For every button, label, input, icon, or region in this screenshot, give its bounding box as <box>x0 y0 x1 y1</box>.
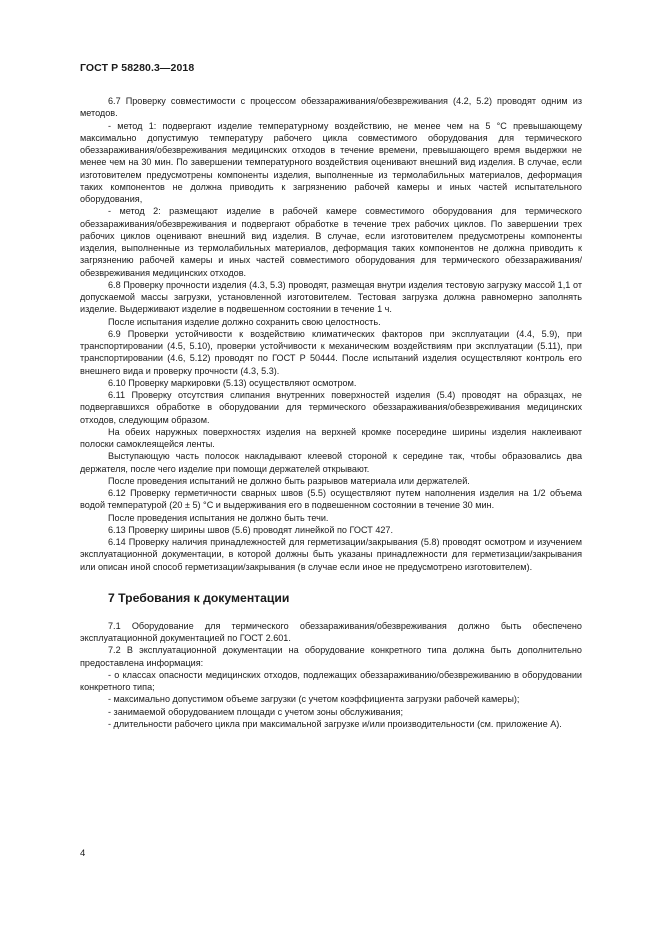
page-number: 4 <box>80 848 86 859</box>
list-item-hazard-classes: - о классах опасности медицинских отходов, подлежащих обеззараживанию/обезвреживанию в оборудовании конкретного типа; <box>80 669 582 692</box>
document-header: ГОСТ Р 58280.3—2018 <box>80 62 195 74</box>
list-item-floor-area: - занимаемой оборудованием площади с учетом зоны обслуживания; <box>108 706 404 717</box>
paragraph-6-14: 6.14 Проверку наличия принадлежностей для герметизации/закрывания (5.8) проводят осмотром и изучением эксплуатационной документации, в которой должны быть указаны принадлежности для герметизации/закрывания или описан иной способ герметизации/закрывания (в случае если иное не предусмотрено изготовителем). <box>80 537 582 572</box>
paragraph-6-9: 6.9 Проверки устойчивости к воздействию климатических факторов при эксплуатации (4.4, 5.9), при транспортировании (4.5, 5.10), проверки устойчивости к механическим воздействиям при эксплуатации (5.11), при транспортировании (4.6, 5.12) проводят по ГОСТ Р 50444. После испытаний изделия осуществляют контроль его внешнего вида и проверку прочности (4.3, 5.3). <box>80 328 582 376</box>
list-item-cycle-duration: - длительности рабочего цикла при максимальной загрузке и/или производительности (см. приложение А). <box>108 718 562 729</box>
paragraph-6-11: 6.11 Проверку отсутствия слипания внутренних поверхностей изделия (5.4) проводят на образцах, не подвергавшихся обработке в оборудовании для термического обеззараживания/обезвреживания медицинских отходов, следующим образом. <box>80 390 582 425</box>
paragraph-6-12-result: После проведения испытания не должно быть течи. <box>108 512 329 523</box>
paragraph-7-1: 7.1 Оборудование для термического обеззараживания/обезвреживания должно быть обеспечено эксплуатационной документацией по ГОСТ 2.601. <box>80 620 582 643</box>
paragraph-6-7: 6.7 Проверку совместимости с процессом обеззараживания/обезвреживания (4.2, 5.2) проводят одним из методов. <box>80 96 582 119</box>
paragraph-method-2: - метод 2: размещают изделие в рабочей камере совместимого оборудования для термического обеззараживания/обезвреживания и подвергают обработке в течение трех рабочих циклов. По завершении трех рабочих циклов оценивают внешний вид изделия. В случае, если изготовителем предусмотрены компоненты изделия, выполненные из термолабильных материалов, деформация таких компонентов не должна приводить к загрязнению рабочей камеры и иных частей совместимого оборудования для термического обеззараживания/обезвреживания медицинских отходов. <box>80 206 582 278</box>
paragraph-6-13: 6.13 Проверку ширины швов (5.6) проводят линейкой по ГОСТ 427. <box>108 524 394 535</box>
paragraph-6-10: 6.10 Проверку маркировки (5.13) осуществляют осмотром. <box>108 377 357 388</box>
paragraph-7-2: 7.2 В эксплуатационной документации на оборудование конкретного типа должна быть дополнительно предоставлена информация: <box>80 645 582 668</box>
list-item-max-load: - максимально допустимом объеме загрузки (с учетом коэффициента загрузки рабочей камеры); <box>108 694 520 705</box>
paragraph-method-1: - метод 1: подвергают изделие температурному воздействию, не менее чем на 5 °С превышающему максимально допустимую температуру рабочего цикла совместимого оборудования для термического обеззараживания/обезвреживания медицинских отходов в течение времени, превышающего время выдержки не менее чем на 30 мин. По завершении температурного воздействия оценивают внешний вид изделия. В случае, если изготовителем предусмотрены компоненты изделия, выполненные из термолабильных материалов, деформация таких компонентов не должна приводить к загрязнению рабочей камеры и иных частей испытательного оборудования, <box>80 120 582 204</box>
section-title: 7 Требования к документации <box>108 590 290 605</box>
paragraph-6-11-result: После проведения испытаний не должно быть разрывов материала или держателей. <box>108 475 470 486</box>
paragraph-6-8: 6.8 Проверку прочности изделия (4.3, 5.3) проводят, размещая внутри изделия тестовую загрузку массой 1,1 от допускаемой массы загрузки, установленной изготовителем. Тестовая загрузка должна равномерно заполнять изделие. Выдерживают изделие в подвешенном состоянии в течение 1 ч. <box>80 279 582 315</box>
paragraph-6-11-tape: На обеих наружных поверхностях изделия на верхней кромке посередине ширины изделия наклеивают полоски самоклеящейся ленты. <box>80 426 582 449</box>
paragraph-6-11-holders: Выступающую часть полосок накладывают клеевой стороной к середине так, чтобы образовались два держателя, после чего изделие при помощи держателей открывают. <box>80 451 582 474</box>
document-body <box>80 95 582 730</box>
paragraph-6-12: 6.12 Проверку герметичности сварных швов (5.5) осуществляют путем наполнения изделия на 1/2 объема водой температурой (20 ± 5) °С и выдерживания его в подвешенном состоянии в течение 30 мин. <box>80 488 582 511</box>
paragraph-6-8-result: После испытания изделие должно сохранить свою целостность. <box>108 316 381 327</box>
